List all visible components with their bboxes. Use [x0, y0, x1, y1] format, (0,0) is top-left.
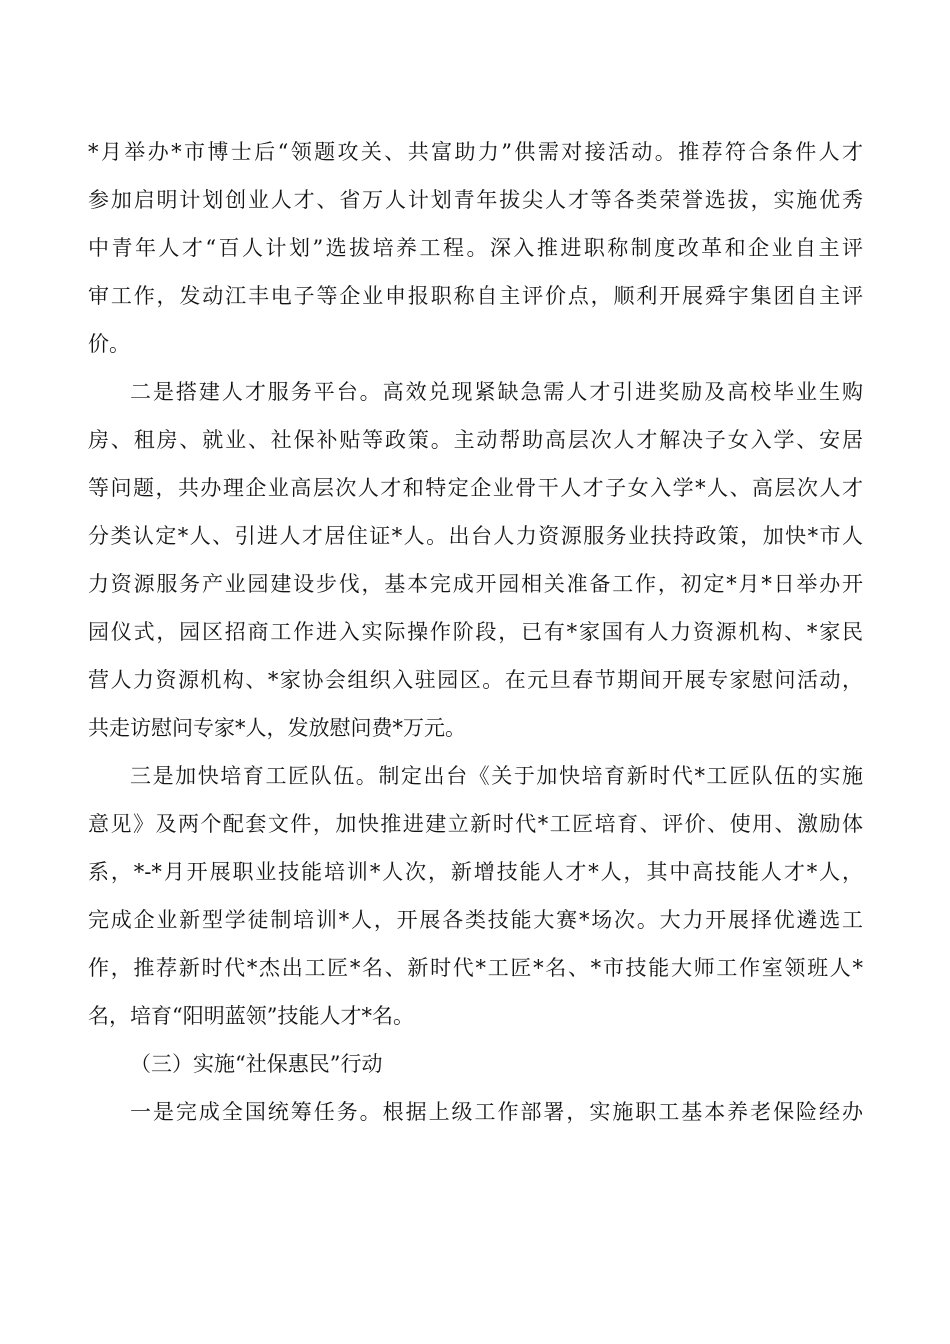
text-line: 中青年人才“百人计划”选拔培养工程。深入推进职称制度改革和企业自主评	[88, 236, 863, 260]
text-line: 作，推荐新时代*杰出工匠*名、新时代*工匠*名、*市技能大师工作室领班人*	[88, 956, 863, 980]
text-line: 共走访慰问专家*人，发放慰问费*万元。	[88, 716, 466, 740]
text-line: 营人力资源机构、*家协会组织入驻园区。在元旦春节期间开展专家慰问活动，	[88, 668, 863, 692]
text-line: 审工作，发动江丰电子等企业申报职称自主评价点，顺利开展舜宇集团自主评	[88, 284, 863, 308]
section-heading: （三）实施“社保惠民”行动	[130, 1052, 383, 1076]
paragraph-first-line: 一是完成全国统筹任务。根据上级工作部署，实施职工基本养老保险经办	[130, 1100, 863, 1124]
text-line: 意见》及两个配套文件，加快推进建立新时代*工匠培育、评价、使用、激励体	[88, 812, 863, 836]
paragraph-first-line: 二是搭建人才服务平台。高效兑现紧缺急需人才引进奖励及高校毕业生购	[130, 380, 863, 404]
text-line: 系，*-*月开展职业技能培训*人次，新增技能人才*人，其中高技能人才*人，	[88, 860, 863, 884]
text-line: 完成企业新型学徒制培训*人，开展各类技能大赛*场次。大力开展择优遴选工	[88, 908, 863, 932]
text-line: 价。	[88, 332, 130, 356]
text-line: 等问题，共办理企业高层次人才和特定企业骨干人才子女入学*人、高层次人才	[88, 476, 863, 500]
paragraph-first-line: 三是加快培育工匠队伍。制定出台《关于加快培育新时代*工匠队伍的实施	[130, 764, 863, 788]
text-line: 分类认定*人、引进人才居住证*人。出台人力资源服务业扶持政策，加快*市人	[88, 524, 863, 548]
text-line: 参加启明计划创业人才、省万人计划青年拔尖人才等各类荣誉选拔，实施优秀	[88, 188, 863, 212]
text-line: 力资源服务产业园建设步伐，基本完成开园相关准备工作，初定*月*日举办开	[88, 572, 863, 596]
text-line: 名，培育“阳明蓝领”技能人才*名。	[88, 1004, 414, 1028]
text-line: 园仪式，园区招商工作进入实际操作阶段，已有*家国有人力资源机构、*家民	[88, 620, 863, 644]
text-line: *月举办*市博士后“领题攻关、共富助力”供需对接活动。推荐符合条件人才	[88, 140, 863, 164]
text-line: 房、租房、就业、社保补贴等政策。主动帮助高层次人才解决子女入学、安居	[88, 428, 863, 452]
